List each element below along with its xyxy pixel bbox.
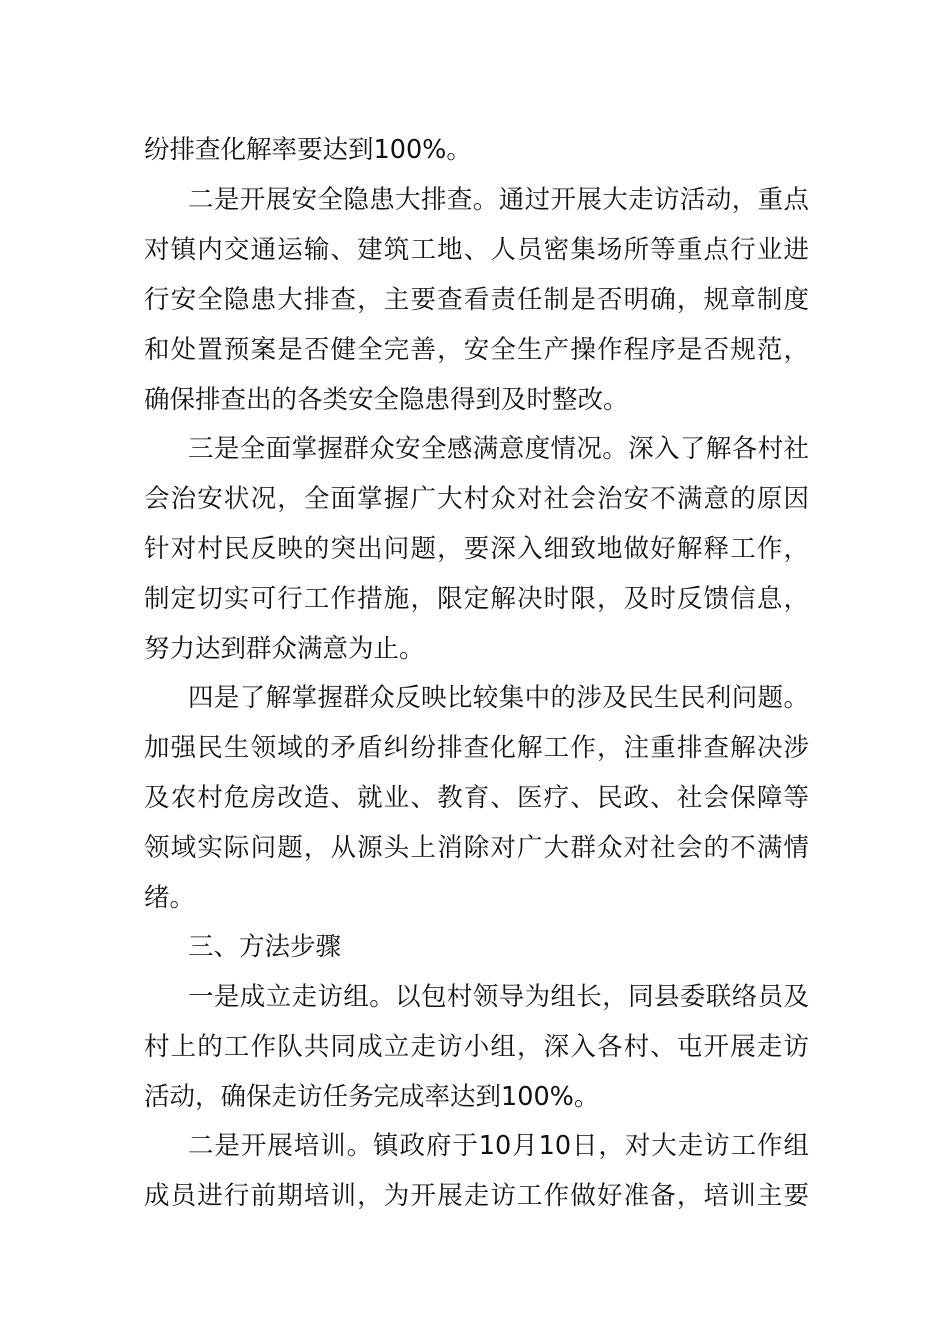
text-line: 领域实际问题，从源头上消除对广大群众对社会的不满情 bbox=[144, 833, 809, 863]
text-line: 会治安状况，全面掌握广大村众对社会治安不满意的原因 bbox=[144, 484, 809, 514]
text-line: 活动，确保走访任务完成率达到100%。 bbox=[144, 1082, 600, 1112]
text-line: 和处置预案是否健全完善，安全生产操作程序是否规范， bbox=[144, 335, 809, 365]
text-line: 确保排查出的各类安全隐患得到及时整改。 bbox=[144, 385, 629, 415]
text-line: 针对村民反映的突出问题，要深入细致地做好解释工作， bbox=[144, 534, 809, 564]
text-line: 村上的工作队共同成立走访小组，深入各村、屯开展走访 bbox=[144, 1032, 809, 1062]
text-line: 努力达到群众满意为止。 bbox=[144, 634, 425, 664]
text-line: 成员进行前期培训，为开展走访工作做好准备，培训主要 bbox=[144, 1181, 809, 1211]
paragraph-first-line: 一是成立走访组。以包村领导为组长，同县委联络员及 bbox=[188, 982, 809, 1012]
section-heading: 三、方法步骤 bbox=[188, 932, 342, 962]
text-line: 纷排查化解率要达到100%。 bbox=[144, 135, 472, 165]
text-line: 行安全隐患大排查，主要查看责任制是否明确，规章制度 bbox=[144, 285, 809, 315]
text-line: 绪。 bbox=[144, 883, 196, 913]
text-line: 制定切实可行工作措施，限定解决时限，及时反馈信息， bbox=[144, 584, 809, 614]
text-line: 及农村危房改造、就业、教育、医疗、民政、社会保障等 bbox=[144, 783, 809, 813]
text-line: 加强民生领域的矛盾纠纷排查化解工作，注重排查解决涉 bbox=[144, 733, 809, 763]
paragraph-first-line: 二是开展培训。镇政府于10月10日，对大走访工作组 bbox=[188, 1131, 809, 1161]
text-line: 对镇内交通运输、建筑工地、人员密集场所等重点行业进 bbox=[144, 235, 809, 265]
paragraph-first-line: 四是了解掌握群众反映比较集中的涉及民生民利问题。 bbox=[188, 683, 809, 713]
paragraph-first-line: 二是开展安全隐患大排查。通过开展大走访活动，重点 bbox=[188, 185, 809, 215]
paragraph-first-line: 三是全面掌握群众安全感满意度情况。深入了解各村社 bbox=[188, 434, 809, 464]
